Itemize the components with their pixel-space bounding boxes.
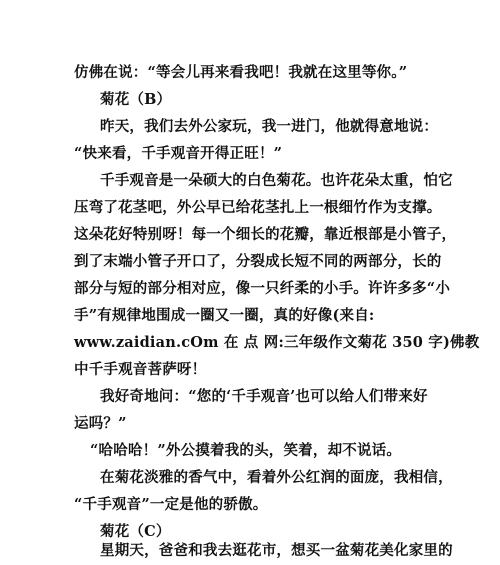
text-line: 星期天，爸爸和我去逛花市，想买一盆菊花美化家里的: [100, 542, 453, 559]
text-line: 在菊花淡雅的香气中，看着外公红润的面庞，我相信，: [100, 469, 453, 486]
text-line: 千手观音是一朵硕大的白色菊花。也许花朵太重，怕它: [100, 172, 453, 189]
text-line: 这朵花好特别呀！每一个细长的花瓣，靠近根部是小管子，: [74, 226, 457, 243]
text-line: 中千手观音菩萨呀！: [74, 361, 207, 378]
text-line: “哈哈哈！”外公摸着我的头，笑着，却不说话。: [90, 442, 402, 459]
section-heading-b: 菊花（B）: [100, 91, 172, 108]
text-line: 部分与短的部分相对应，像一只纤柔的小手。许许多多“小: [74, 280, 451, 297]
text-line: 手”有规律地围成一圈又一圈，真的好像(来自:: [74, 307, 375, 324]
text-line: 仿佛在说：“等会儿再来看我吧！我就在这里等你。”: [74, 64, 408, 81]
text-line: 运吗？”: [74, 415, 127, 432]
text-line: 昨天，我们去外公家玩，我一进门，他就得意地说：: [100, 118, 439, 135]
section-heading-c: 菊花（C）: [100, 523, 171, 540]
text-line: 到了末端小管子开口了，分裂成长短不同的两部分，长的: [74, 253, 442, 270]
text-line: 压弯了花茎吧，外公早已给花茎扎上一根细竹作为支撑。: [74, 199, 442, 216]
text-line: “快来看，千手观音开得正旺！”: [74, 145, 283, 162]
text-line: “千手观音”一定是他的骄傲。: [74, 496, 268, 513]
text-line: 我好奇地问：“您的‘千手观音’也可以给人们带来好: [100, 388, 428, 405]
text-line: www.zaidian.cOm 在 点 网:三年级作文菊花 350 字)佛教: [74, 334, 480, 351]
